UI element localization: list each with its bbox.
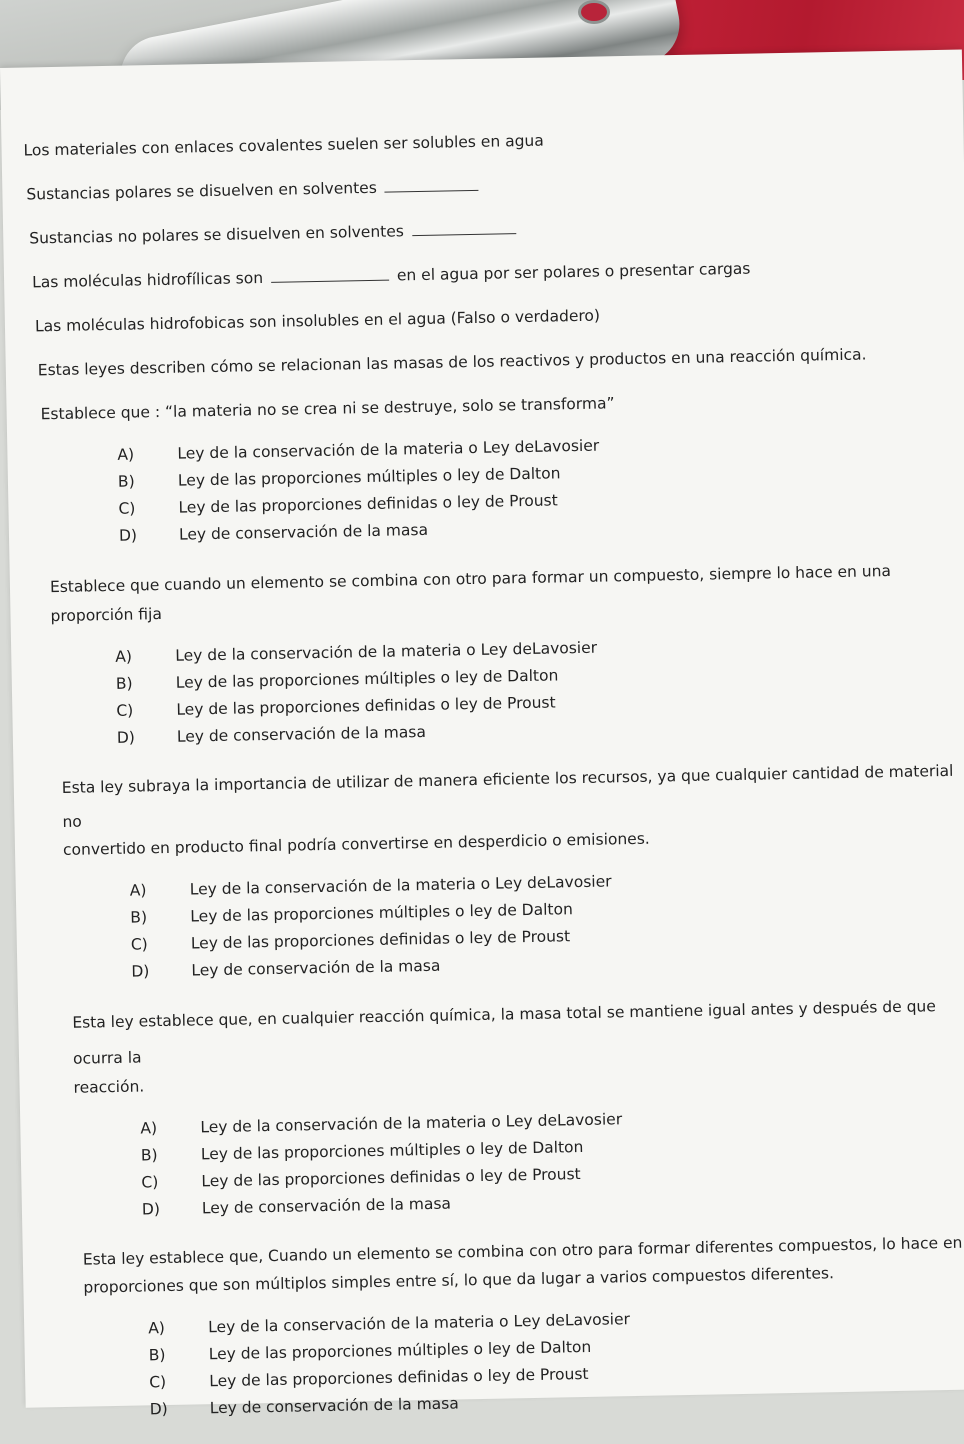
worksheet-content: [23, 122, 964, 1444]
question-stem: [40, 386, 958, 426]
options-list: [140, 1100, 964, 1224]
worksheet-paper: [0, 50, 964, 1419]
question-2: [50, 552, 964, 753]
statement-text: Las moléculas hidrofobicas son insolubles en el agua (Falso o verdadero): [34, 306, 601, 336]
answer-blank[interactable]: [271, 266, 389, 283]
option-letter: A): [115, 647, 133, 666]
option-text: Ley de las proporciones múltiples o ley de Dalton: [208, 1337, 592, 1364]
statement-text: Los materiales con enlaces covalentes suelen ser solubles en agua: [23, 131, 544, 160]
option-text: Ley de la conservación de la materia o Ley deLavosier: [175, 638, 598, 665]
statement-text: Estas leyes describen cómo se relacionan las masas de los reactivos y productos en una reacción química.: [37, 345, 867, 380]
option-letter: C): [130, 935, 148, 954]
answer-blank[interactable]: [412, 219, 516, 236]
option-text: Ley de la conservación de la materia o Ley deLavosier: [189, 872, 612, 899]
option-letter: C): [118, 499, 136, 518]
option-text: Ley de las proporciones definidas o ley de Proust: [201, 1165, 581, 1191]
options-list: [130, 862, 964, 986]
option-letter: B): [115, 674, 133, 693]
option-text: Ley de conservación de la masa: [191, 956, 441, 980]
question-stem-line: proporción fija: [50, 604, 163, 626]
question-stem-line: Esta ley establece que, Cuando un elemento se combina con otro para formar diferentes compuestos, lo hace en: [82, 1233, 963, 1269]
option-text: Ley de conservación de la masa: [209, 1394, 459, 1418]
clip-hole: [578, 0, 610, 24]
option-text: Ley de las proporciones definidas o ley de Proust: [190, 927, 571, 953]
option-letter: B): [140, 1146, 158, 1165]
question-stem: [50, 552, 963, 627]
question-1: [40, 386, 961, 552]
question-4: [72, 988, 964, 1225]
option-text: Ley de las proporciones definidas o ley de Proust: [209, 1364, 589, 1391]
question-stem-line: reacción.: [73, 1077, 145, 1097]
option-text: Ley de las proporciones múltiples o ley de Dalton: [200, 1138, 584, 1164]
option-text: Ley de conservación de la masa: [201, 1194, 452, 1218]
option-letter: A): [148, 1319, 166, 1338]
option-text: Ley de la conservación de la materia o Ley deLavosier: [208, 1310, 631, 1337]
statement-4: [32, 254, 956, 294]
option-text: Ley de conservación de la masa: [178, 520, 429, 544]
question-stem: [72, 988, 964, 1099]
options-list: [117, 426, 961, 550]
option-text: Ley de la conservación de la materia o Ley deLavosier: [177, 436, 600, 463]
question-stem-line: Esta ley establece que, en cualquier reacción química, la masa total se mantiene igual antes y después de que ocurra la: [72, 997, 936, 1068]
option-text: Ley de la conservación de la materia o Ley deLavosier: [200, 1110, 623, 1137]
question-stem-line: Esta ley subraya la importancia de utilizar de manera eficiente los recursos, ya que cualquier cantidad de material no: [61, 761, 954, 831]
statement-text: Sustancias polares se disuelven en solventes: [26, 178, 377, 204]
statement-2: [26, 166, 954, 206]
statement-text: Sustancias no polares se disuelven en solventes: [29, 222, 405, 248]
option-text: Ley de las proporciones definidas o ley de Proust: [176, 693, 556, 719]
statement-6: [38, 342, 958, 382]
option-letter: C): [116, 701, 134, 720]
option-letter: A): [129, 881, 147, 900]
option-text: Ley de las proporciones definidas o ley de Proust: [178, 491, 558, 517]
statement-text-after: en el agua por ser polares o presentar cargas: [396, 259, 751, 285]
option-letter: A): [140, 1119, 158, 1138]
option-letter: D): [141, 1200, 161, 1219]
answer-blank[interactable]: [385, 176, 479, 193]
option-letter: D): [149, 1400, 168, 1419]
option-letter: B): [148, 1346, 166, 1365]
statement-1: [23, 122, 953, 162]
option-letter: A): [117, 445, 135, 464]
question-stem-line: proporciones que son múltiplos simples entre sí, lo que da lugar a varios compuestos diferentes.: [83, 1264, 835, 1297]
option-letter: C): [149, 1373, 167, 1392]
option-letter: C): [141, 1173, 159, 1192]
question-5: [83, 1226, 964, 1425]
options-list: [148, 1299, 964, 1423]
options-list: [115, 628, 964, 752]
option-letter: D): [118, 526, 138, 545]
question-stem-line: convertido en producto final podría convertirse en desperdicio o emisiones.: [62, 829, 650, 859]
option-text: Ley de conservación de la masa: [176, 722, 427, 746]
statement-5: [35, 298, 957, 338]
question-3: [62, 754, 964, 987]
option-text: Ley de las proporciones múltiples o ley de Dalton: [175, 666, 559, 692]
option-letter: D): [116, 728, 136, 747]
question-stem: [83, 1226, 964, 1299]
question-stem-line: Establece que cuando un elemento se combina con otro para formar un compuesto, siempre lo hace en una: [49, 561, 892, 597]
question-stem: [62, 754, 964, 861]
statement-3: [29, 210, 955, 250]
option-letter: B): [130, 908, 148, 927]
option-text: Ley de las proporciones múltiples o ley de Dalton: [190, 900, 574, 926]
statement-text: Las moléculas hidrofílicas son: [31, 268, 264, 292]
question-stem-line: Establece que : “la materia no se crea ni se destruye, solo se transforma”: [40, 394, 615, 424]
option-letter: B): [117, 472, 135, 491]
option-letter: D): [131, 962, 150, 981]
option-text: Ley de las proporciones múltiples o ley de Dalton: [177, 464, 561, 490]
